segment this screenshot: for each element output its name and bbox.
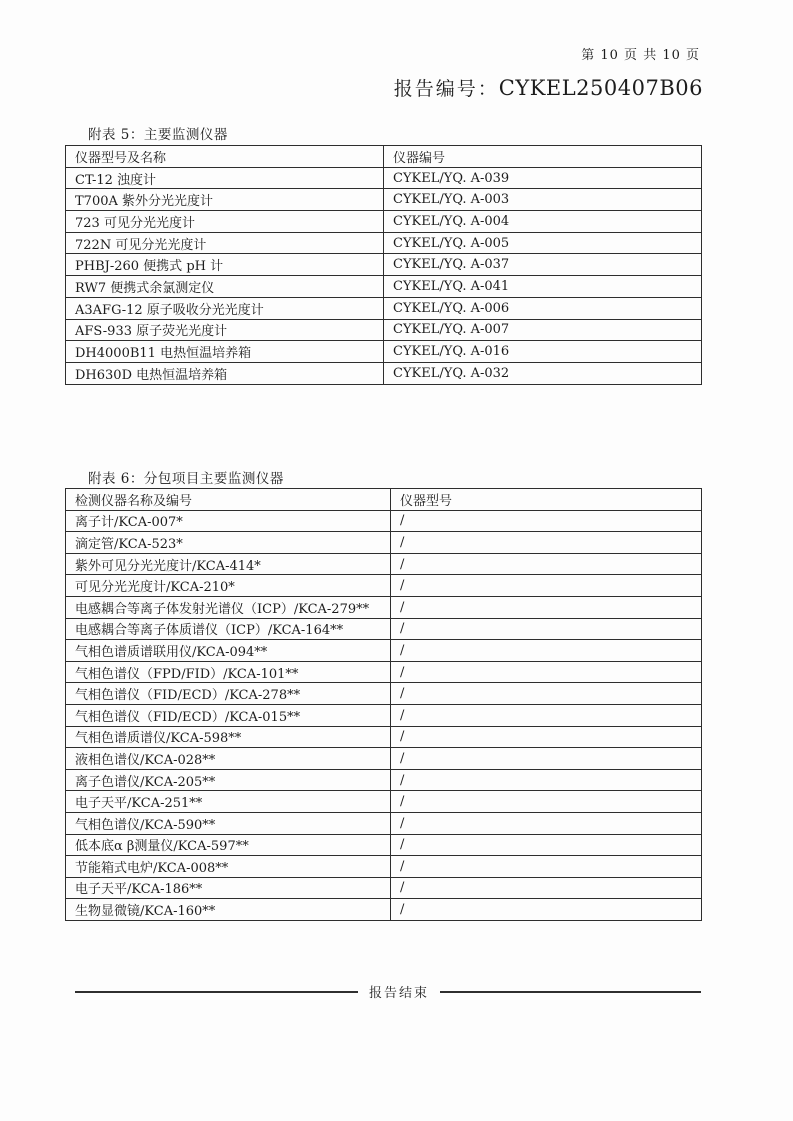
table-row [66,254,702,276]
report-number-value: CYKEL250407B06 [498,76,703,100]
table-cell: 电子天平/KCA-251** [66,791,391,813]
table-row [66,189,702,211]
end-line-right [440,991,701,993]
table-row [66,211,702,233]
table-cell: / [391,618,702,640]
table-cell: 离子计/KCA-007* [66,510,391,532]
table-cell: RW7 便携式余氯测定仪 [66,276,384,298]
table-cell: A3AFG-12 原子吸收分光光度计 [66,297,384,319]
table-row [66,167,702,189]
table5-title: 附表 5：主要监测仪器 [88,127,228,143]
table-cell: DH630D 电热恒温培养箱 [66,362,384,384]
table-body [66,510,702,920]
table-cell: / [391,899,702,921]
table-cell: AFS-933 原子荧光光度计 [66,319,384,341]
table-cell: CYKEL/YQ. A-032 [384,362,702,384]
table-row [66,834,702,856]
table-row [66,553,702,575]
table-cell: 气相色谱仪（FID/ECD）/KCA-015** [66,704,391,726]
table6-title: 附表 6：分包项目主要监测仪器 [88,471,284,487]
main-instruments-table [65,145,702,385]
column-header-instrument-model: 仪器型号 [391,489,702,511]
table-cell: CYKEL/YQ. A-007 [384,319,702,341]
column-header-model-name: 仪器型号及名称 [66,146,384,168]
table-header [66,146,702,168]
table-cell: CYKEL/YQ. A-004 [384,211,702,233]
table-header [66,489,702,511]
table-cell: 滴定管/KCA-523* [66,532,391,554]
table-row [66,276,702,298]
table-cell: 电感耦合等离子体发射光谱仪（ICP）/KCA-279** [66,596,391,618]
table-row [66,769,702,791]
table-cell: / [391,726,702,748]
table-row [66,596,702,618]
table-cell: 气相色谱质谱联用仪/KCA-094** [66,640,391,662]
column-header-instrument-name-no: 检测仪器名称及编号 [66,489,391,511]
table-cell: 气相色谱仪（FID/ECD）/KCA-278** [66,683,391,705]
table-cell: 紫外可见分光光度计/KCA-414* [66,553,391,575]
table-cell: / [391,510,702,532]
report-end-divider [75,982,701,1001]
table-row [66,362,702,384]
table-cell: 节能箱式电炉/KCA-008** [66,856,391,878]
table-cell: CYKEL/YQ. A-005 [384,232,702,254]
table-row [66,812,702,834]
header-row [66,146,702,168]
table-row [66,899,702,921]
table-body [66,167,702,384]
table-cell: / [391,791,702,813]
table-cell: DH4000B11 电热恒温培养箱 [66,341,384,363]
table-cell: 可见分光光度计/KCA-210* [66,575,391,597]
table-row [66,791,702,813]
table-cell: / [391,704,702,726]
table-cell: 722N 可见分光光度计 [66,232,384,254]
table-cell: CYKEL/YQ. A-041 [384,276,702,298]
table-row [66,748,702,770]
report-number [394,74,703,101]
table-cell: CYKEL/YQ. A-006 [384,297,702,319]
table-row [66,726,702,748]
table-cell: / [391,661,702,683]
report-end-label: 报告结束 [369,986,430,1001]
table-cell: / [391,877,702,899]
table-row [66,297,702,319]
table-cell: 723 可见分光光度计 [66,211,384,233]
table-row [66,232,702,254]
table-row [66,640,702,662]
header-row [66,489,702,511]
table-cell: / [391,553,702,575]
report-number-label: 报告编号： [393,78,499,100]
table-cell: CYKEL/YQ. A-037 [384,254,702,276]
end-line-left [75,991,358,993]
table-cell: 气相色谱仪/KCA-590** [66,812,391,834]
table-cell: 离子色谱仪/KCA-205** [66,769,391,791]
table-cell: CYKEL/YQ. A-016 [384,341,702,363]
table-cell: CYKEL/YQ. A-039 [384,167,702,189]
table-row [66,532,702,554]
table-row [66,341,702,363]
table-cell: / [391,532,702,554]
table-cell: / [391,596,702,618]
table-cell: PHBJ-260 便携式 pH 计 [66,254,384,276]
table-cell: 低本底α β测量仪/KCA-597** [66,834,391,856]
column-header-instrument-no: 仪器编号 [384,146,702,168]
table-row [66,856,702,878]
table-cell: / [391,834,702,856]
table-cell: 液相色谱仪/KCA-028** [66,748,391,770]
table-cell: / [391,769,702,791]
table-row [66,704,702,726]
table-cell: 电感耦合等离子体质谱仪（ICP）/KCA-164** [66,618,391,640]
table-cell: CYKEL/YQ. A-003 [384,189,702,211]
table-cell: / [391,683,702,705]
table-cell: 生物显微镜/KCA-160** [66,899,391,921]
table-cell: 电子天平/KCA-186** [66,877,391,899]
table-cell: 气相色谱质谱仪/KCA-598** [66,726,391,748]
table-cell: / [391,856,702,878]
table-cell: / [391,575,702,597]
table-cell: / [391,748,702,770]
table-cell: / [391,812,702,834]
table-row [66,877,702,899]
table-cell: CT-12 浊度计 [66,167,384,189]
table-row [66,661,702,683]
table-cell: 气相色谱仪（FPD/FID）/KCA-101** [66,661,391,683]
table-row [66,319,702,341]
table-row [66,618,702,640]
table-cell: T700A 紫外分光光度计 [66,189,384,211]
subcontract-instruments-table [65,488,702,921]
table-row [66,575,702,597]
table-cell: / [391,640,702,662]
page-number-indicator: 第 10 页 共 10 页 [581,48,700,63]
table-row [66,683,702,705]
table-row [66,510,702,532]
